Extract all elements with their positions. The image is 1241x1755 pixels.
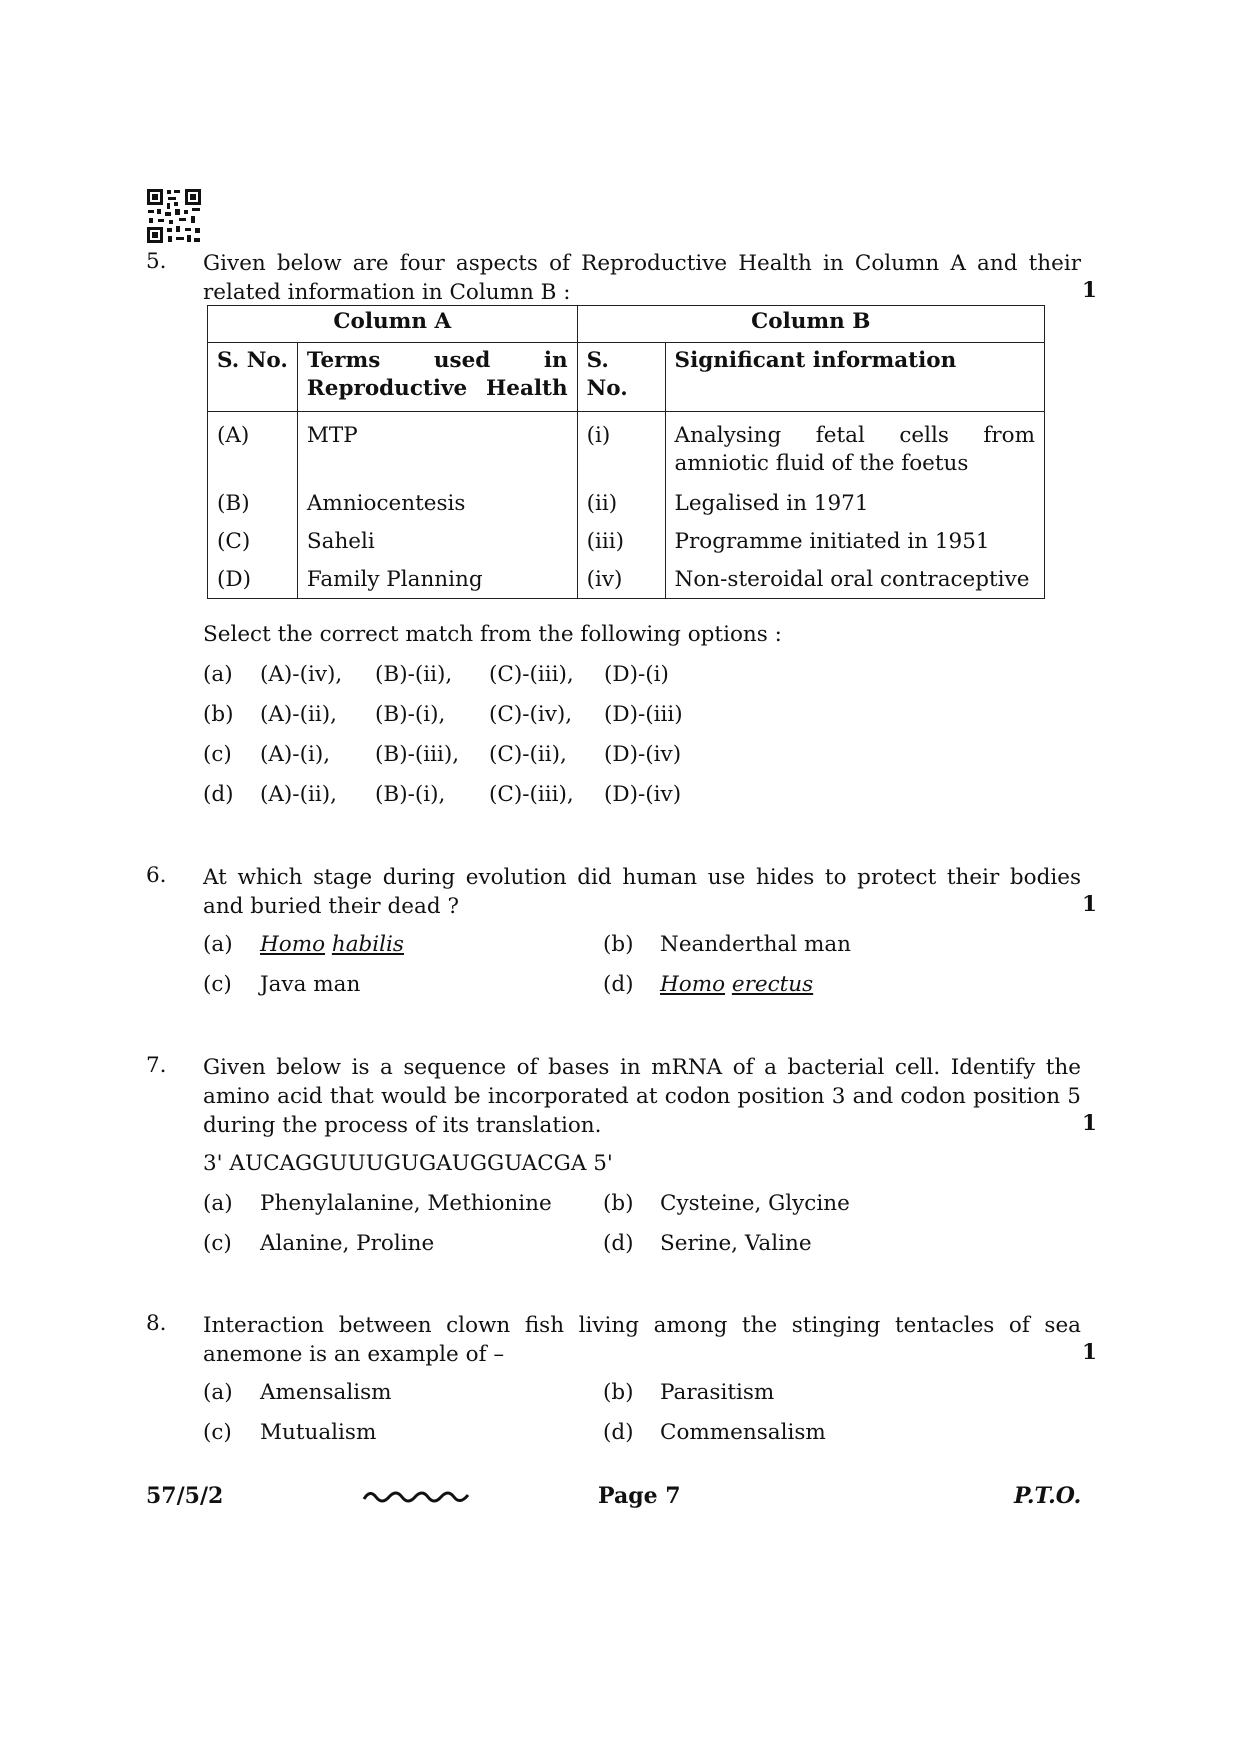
page-number: Page 7 xyxy=(598,1483,681,1509)
question-text: Interaction between clown fish living among the stinging tentacles of sea anemone is an example of – xyxy=(203,1313,1081,1367)
option-label: (a) xyxy=(203,1191,233,1216)
option-part: (B)-(iii), xyxy=(375,742,460,767)
question-text: Given below is a sequence of bases in mRNA of a bacterial cell. Identify the amino acid that would be incorporated at codon position 3 and codon position 5 during the process of its translation. xyxy=(203,1055,1081,1138)
option-text: Commensalism xyxy=(660,1420,826,1445)
option-text: Parasitism xyxy=(660,1380,775,1405)
question-text: At which stage during evolution did human use hides to protect their bodies and buried their dead ? xyxy=(203,865,1081,919)
option-part: (A)-(iv), xyxy=(260,662,343,687)
table-cell: (D) xyxy=(208,562,298,599)
option-label: (b) xyxy=(603,1191,634,1216)
column-a-header: Column A xyxy=(208,306,578,343)
question-text: Given below are four aspects of Reproductive Health in Column A and their related information in Column B : xyxy=(203,251,1081,305)
option-part: (B)-(i), xyxy=(375,702,446,727)
question-number: 7. xyxy=(146,1053,167,1078)
table-cell: (iv) xyxy=(577,562,665,599)
table-cell: Analysing fetal cells from amniotic fluid of the foetus xyxy=(665,412,1044,487)
pto-label: P.T.O. xyxy=(1014,1483,1082,1509)
table-cell: (B) xyxy=(208,486,298,524)
table-cell: Legalised in 1971 xyxy=(665,486,1044,524)
option-label: (d) xyxy=(603,1231,634,1256)
option-part: (A)-(ii), xyxy=(260,782,337,807)
option-part: (C)-(iv), xyxy=(489,702,573,727)
table-cell: Family Planning xyxy=(297,562,577,599)
marks: 1 xyxy=(1082,1111,1097,1136)
option-label: (d) xyxy=(203,782,234,807)
option-text: Mutualism xyxy=(260,1420,377,1445)
option-label: (c) xyxy=(203,972,232,997)
match-table xyxy=(207,305,1045,599)
question-number: 5. xyxy=(146,249,167,274)
option-label: (a) xyxy=(203,1380,233,1405)
terms-header: Terms used in Reproductive Health xyxy=(297,343,577,412)
option-part: (A)-(ii), xyxy=(260,702,337,727)
option-part: (C)-(ii), xyxy=(489,742,567,767)
column-b-header: Column B xyxy=(577,306,1044,343)
wave-ornament-icon xyxy=(362,1487,472,1507)
option-text: Homo erectus xyxy=(660,972,814,997)
option-label: (d) xyxy=(603,972,634,997)
option-text: Amensalism xyxy=(260,1380,392,1405)
table-cell: (i) xyxy=(577,412,665,487)
option-part: (C)-(iii), xyxy=(489,662,574,687)
paper-code: 57/5/2 xyxy=(146,1483,224,1509)
option-text: Java man xyxy=(260,972,361,997)
option-text: Cysteine, Glycine xyxy=(660,1191,850,1216)
option-text: Neanderthal man xyxy=(660,932,852,957)
option-label: (c) xyxy=(203,742,232,767)
option-label: (d) xyxy=(603,1420,634,1445)
info-header: Significant information xyxy=(665,343,1044,412)
sno-b-header: S. No. xyxy=(577,343,665,412)
option-label: (b) xyxy=(603,1380,634,1405)
select-instruction: Select the correct match from the following options : xyxy=(203,622,782,647)
option-label: (c) xyxy=(203,1420,232,1445)
option-part: (B)-(ii), xyxy=(375,662,453,687)
option-part: (D)-(iii) xyxy=(604,702,683,727)
option-label: (a) xyxy=(203,662,233,687)
table-cell: Amniocentesis xyxy=(297,486,577,524)
table-cell: (ii) xyxy=(577,486,665,524)
table-cell: Programme initiated in 1951 xyxy=(665,524,1044,562)
option-part: (D)-(iv) xyxy=(604,742,682,767)
table-cell: (iii) xyxy=(577,524,665,562)
table-cell: Saheli xyxy=(297,524,577,562)
marks: 1 xyxy=(1082,278,1097,303)
qr-code-icon xyxy=(146,188,202,244)
question-number: 8. xyxy=(146,1311,167,1336)
marks: 1 xyxy=(1082,1340,1097,1365)
option-text: Phenylalanine, Methionine xyxy=(260,1191,552,1216)
option-label: (a) xyxy=(203,932,233,957)
option-text: Serine, Valine xyxy=(660,1231,812,1256)
table-cell: Non-steroidal oral contraceptive xyxy=(665,562,1044,599)
marks: 1 xyxy=(1082,892,1097,917)
option-text: Alanine, Proline xyxy=(260,1231,435,1256)
option-part: (D)-(iv) xyxy=(604,782,682,807)
option-text: Homo habilis xyxy=(260,932,404,957)
option-part: (B)-(i), xyxy=(375,782,446,807)
option-label: (c) xyxy=(203,1231,232,1256)
option-label: (b) xyxy=(203,702,234,727)
option-part: (C)-(iii), xyxy=(489,782,574,807)
option-label: (b) xyxy=(603,932,634,957)
mrna-sequence: 3' AUCAGGUUUGUGAUGGUACGA 5' xyxy=(203,1151,613,1176)
table-cell: MTP xyxy=(297,412,577,487)
table-cell: (C) xyxy=(208,524,298,562)
option-part: (D)-(i) xyxy=(604,662,669,687)
sno-a-header: S. No. xyxy=(208,343,298,412)
option-part: (A)-(i), xyxy=(260,742,331,767)
question-number: 6. xyxy=(146,863,167,888)
table-cell: (A) xyxy=(208,412,298,487)
